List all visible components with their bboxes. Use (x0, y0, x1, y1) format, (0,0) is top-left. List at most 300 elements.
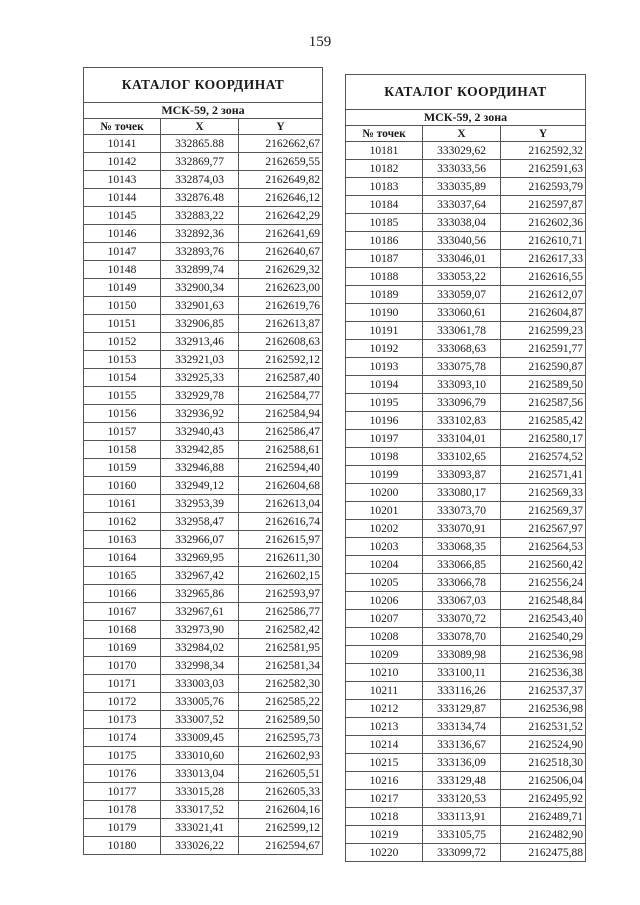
point-number-cell: 10220 (346, 844, 423, 862)
point-number-cell: 10210 (346, 664, 423, 682)
table-row (346, 304, 586, 322)
y-coordinate-cell: 2162605,33 (239, 783, 323, 801)
point-number-cell: 10215 (346, 754, 423, 772)
point-number-cell: 10184 (346, 196, 423, 214)
y-coordinate-cell: 2162592,32 (501, 142, 586, 160)
table-row (84, 549, 323, 567)
table-body (346, 142, 586, 862)
table-row (84, 819, 323, 837)
table-title: КАТАЛОГ КООРДИНАТ (84, 68, 323, 103)
point-number-cell: 10197 (346, 430, 423, 448)
point-number-cell: 10169 (84, 639, 161, 657)
y-coordinate-cell: 2162589,50 (501, 376, 586, 394)
table-row (84, 747, 323, 765)
x-coordinate-cell: 333068,35 (423, 538, 501, 556)
x-coordinate-cell: 333040,56 (423, 232, 501, 250)
x-coordinate-cell: 333070,91 (423, 520, 501, 538)
table-row (346, 160, 586, 178)
table-row (84, 495, 323, 513)
point-number-cell: 10146 (84, 225, 161, 243)
table-row (84, 243, 323, 261)
point-number-cell: 10192 (346, 340, 423, 358)
table-row (346, 754, 586, 772)
table-row (84, 477, 323, 495)
y-coordinate-cell: 2162536,98 (501, 700, 586, 718)
table-row (346, 250, 586, 268)
point-number-cell: 10152 (84, 333, 161, 351)
table-row (346, 196, 586, 214)
y-coordinate-cell: 2162602,15 (239, 567, 323, 585)
point-number-cell: 10177 (84, 783, 161, 801)
y-coordinate-cell: 2162593,79 (501, 178, 586, 196)
y-coordinate-cell: 2162586,77 (239, 603, 323, 621)
y-coordinate-cell: 2162574,52 (501, 448, 586, 466)
point-number-cell: 10196 (346, 412, 423, 430)
y-coordinate-cell: 2162595,73 (239, 729, 323, 747)
point-number-cell: 10174 (84, 729, 161, 747)
point-number-cell: 10187 (346, 250, 423, 268)
point-number-cell: 10201 (346, 502, 423, 520)
point-number-cell: 10181 (346, 142, 423, 160)
y-coordinate-cell: 2162599,12 (239, 819, 323, 837)
point-number-cell: 10172 (84, 693, 161, 711)
point-number-cell: 10144 (84, 189, 161, 207)
y-coordinate-cell: 2162623,00 (239, 279, 323, 297)
y-coordinate-cell: 2162590,87 (501, 358, 586, 376)
table-row (346, 286, 586, 304)
y-coordinate-cell: 2162602,36 (501, 214, 586, 232)
table-row (84, 189, 323, 207)
y-coordinate-cell: 2162611,30 (239, 549, 323, 567)
table-row (84, 153, 323, 171)
point-number-cell: 10190 (346, 304, 423, 322)
x-coordinate-cell: 333136,67 (423, 736, 501, 754)
x-coordinate-cell: 333104,01 (423, 430, 501, 448)
x-coordinate-cell: 333102,65 (423, 448, 501, 466)
y-coordinate-cell: 2162646,12 (239, 189, 323, 207)
point-number-cell: 10186 (346, 232, 423, 250)
x-coordinate-cell: 332973,90 (161, 621, 239, 639)
point-number-cell: 10156 (84, 405, 161, 423)
coordinate-table-right (345, 74, 586, 862)
point-number-cell: 10154 (84, 369, 161, 387)
table-row (346, 268, 586, 286)
y-coordinate-cell: 2162571,41 (501, 466, 586, 484)
point-number-cell: 10183 (346, 178, 423, 196)
y-coordinate-cell: 2162616,74 (239, 513, 323, 531)
x-coordinate-cell: 333116,26 (423, 682, 501, 700)
x-coordinate-cell: 332865.88 (161, 135, 239, 153)
point-number-cell: 10161 (84, 495, 161, 513)
table-row (346, 430, 586, 448)
y-coordinate-cell: 2162594,67 (239, 837, 323, 855)
x-coordinate-cell: 332936,92 (161, 405, 239, 423)
y-coordinate-cell: 2162580,17 (501, 430, 586, 448)
y-coordinate-cell: 2162556,24 (501, 574, 586, 592)
table-row (84, 207, 323, 225)
table-row (84, 837, 323, 855)
y-coordinate-cell: 2162518,30 (501, 754, 586, 772)
point-number-cell: 10171 (84, 675, 161, 693)
table-row (84, 135, 323, 153)
y-coordinate-cell: 2162586,47 (239, 423, 323, 441)
x-coordinate-cell: 332984,02 (161, 639, 239, 657)
column-header-y: Y (501, 126, 586, 142)
table-row (84, 783, 323, 801)
x-coordinate-cell: 333093,87 (423, 466, 501, 484)
x-coordinate-cell: 333053,22 (423, 268, 501, 286)
x-coordinate-cell: 333099,72 (423, 844, 501, 862)
y-coordinate-cell: 2162589,50 (239, 711, 323, 729)
point-number-cell: 10176 (84, 765, 161, 783)
y-coordinate-cell: 2162582,42 (239, 621, 323, 639)
table-row (346, 628, 586, 646)
x-coordinate-cell: 332883,22 (161, 207, 239, 225)
point-number-cell: 10211 (346, 682, 423, 700)
table-row (346, 322, 586, 340)
y-coordinate-cell: 2162642,29 (239, 207, 323, 225)
x-coordinate-cell: 332876.48 (161, 189, 239, 207)
y-coordinate-cell: 2162619,76 (239, 297, 323, 315)
point-number-cell: 10202 (346, 520, 423, 538)
y-coordinate-cell: 2162640,67 (239, 243, 323, 261)
table-row (346, 178, 586, 196)
x-coordinate-cell: 332929,78 (161, 387, 239, 405)
point-number-cell: 10145 (84, 207, 161, 225)
point-number-cell: 10213 (346, 718, 423, 736)
x-coordinate-cell: 333017,52 (161, 801, 239, 819)
table-row (346, 358, 586, 376)
x-coordinate-cell: 332966,07 (161, 531, 239, 549)
table-row (84, 315, 323, 333)
table-row (346, 556, 586, 574)
point-number-cell: 10157 (84, 423, 161, 441)
table-row (84, 711, 323, 729)
y-coordinate-cell: 2162560,42 (501, 556, 586, 574)
table-row (346, 844, 586, 862)
table-row (346, 718, 586, 736)
x-coordinate-cell: 332906,85 (161, 315, 239, 333)
y-coordinate-cell: 2162536,98 (501, 646, 586, 664)
x-coordinate-cell: 332901,63 (161, 297, 239, 315)
table-row (346, 646, 586, 664)
column-header-x: X (423, 126, 501, 142)
x-coordinate-cell: 332869,77 (161, 153, 239, 171)
point-number-cell: 10209 (346, 646, 423, 664)
point-number-cell: 10151 (84, 315, 161, 333)
x-coordinate-cell: 333026,22 (161, 837, 239, 855)
y-coordinate-cell: 2162536,38 (501, 664, 586, 682)
y-coordinate-cell: 2162593,97 (239, 585, 323, 603)
y-coordinate-cell: 2162604,68 (239, 477, 323, 495)
y-coordinate-cell: 2162495,92 (501, 790, 586, 808)
x-coordinate-cell: 333037,64 (423, 196, 501, 214)
x-coordinate-cell: 333021,41 (161, 819, 239, 837)
table-row (84, 423, 323, 441)
table-title: КАТАЛОГ КООРДИНАТ (346, 75, 586, 110)
table-row (346, 502, 586, 520)
x-coordinate-cell: 333120,53 (423, 790, 501, 808)
x-coordinate-cell: 333038,04 (423, 214, 501, 232)
table-row (346, 466, 586, 484)
x-coordinate-cell: 332967,42 (161, 567, 239, 585)
point-number-cell: 10153 (84, 351, 161, 369)
table-row (346, 412, 586, 430)
table-row (346, 790, 586, 808)
zone-label: МСК-59, 2 зона (84, 103, 323, 119)
y-coordinate-cell: 2162482,90 (501, 826, 586, 844)
column-header-y: Y (239, 119, 323, 135)
x-coordinate-cell: 333113,91 (423, 808, 501, 826)
y-coordinate-cell: 2162587,56 (501, 394, 586, 412)
y-coordinate-cell: 2162581,95 (239, 639, 323, 657)
x-coordinate-cell: 333003,03 (161, 675, 239, 693)
y-coordinate-cell: 2162582,30 (239, 675, 323, 693)
x-coordinate-cell: 333010,60 (161, 747, 239, 765)
point-number-cell: 10170 (84, 657, 161, 675)
point-number-cell: 10194 (346, 376, 423, 394)
zone-label: МСК-59, 2 зона (346, 110, 586, 126)
y-coordinate-cell: 2162524,90 (501, 736, 586, 754)
point-number-cell: 10159 (84, 459, 161, 477)
table-row (346, 232, 586, 250)
point-number-cell: 10155 (84, 387, 161, 405)
x-coordinate-cell: 333105,75 (423, 826, 501, 844)
x-coordinate-cell: 333068,63 (423, 340, 501, 358)
x-coordinate-cell: 333089,98 (423, 646, 501, 664)
point-number-cell: 10191 (346, 322, 423, 340)
y-coordinate-cell: 2162612,07 (501, 286, 586, 304)
table-row (84, 531, 323, 549)
y-coordinate-cell: 2162616,55 (501, 268, 586, 286)
x-coordinate-cell: 333007,52 (161, 711, 239, 729)
y-coordinate-cell: 2162475,88 (501, 844, 586, 862)
y-coordinate-cell: 2162585,22 (239, 693, 323, 711)
point-number-cell: 10218 (346, 808, 423, 826)
x-coordinate-cell: 332940,43 (161, 423, 239, 441)
y-coordinate-cell: 2162604,16 (239, 801, 323, 819)
x-coordinate-cell: 332921,03 (161, 351, 239, 369)
table-row (84, 657, 323, 675)
point-number-cell: 10185 (346, 214, 423, 232)
x-coordinate-cell: 333096,79 (423, 394, 501, 412)
table-row (346, 214, 586, 232)
y-coordinate-cell: 2162615,97 (239, 531, 323, 549)
point-number-cell: 10214 (346, 736, 423, 754)
point-number-cell: 10180 (84, 837, 161, 855)
x-coordinate-cell: 333066,85 (423, 556, 501, 574)
table-row (84, 171, 323, 189)
point-number-cell: 10150 (84, 297, 161, 315)
table-row (84, 441, 323, 459)
y-coordinate-cell: 2162659,55 (239, 153, 323, 171)
table-row (84, 621, 323, 639)
x-coordinate-cell: 333080,17 (423, 484, 501, 502)
point-number-cell: 10200 (346, 484, 423, 502)
x-coordinate-cell: 332874,03 (161, 171, 239, 189)
y-coordinate-cell: 2162489,71 (501, 808, 586, 826)
table-row (84, 333, 323, 351)
x-coordinate-cell: 332965,86 (161, 585, 239, 603)
point-number-cell: 10212 (346, 700, 423, 718)
point-number-cell: 10199 (346, 466, 423, 484)
table-row (84, 261, 323, 279)
point-number-cell: 10219 (346, 826, 423, 844)
y-coordinate-cell: 2162531,52 (501, 718, 586, 736)
y-coordinate-cell: 2162610,71 (501, 232, 586, 250)
point-number-cell: 10195 (346, 394, 423, 412)
y-coordinate-cell: 2162599,23 (501, 322, 586, 340)
y-coordinate-cell: 2162649,82 (239, 171, 323, 189)
point-number-cell: 10193 (346, 358, 423, 376)
table-row (84, 585, 323, 603)
point-number-cell: 10207 (346, 610, 423, 628)
y-coordinate-cell: 2162594,40 (239, 459, 323, 477)
table-row (346, 736, 586, 754)
x-coordinate-cell: 333129,48 (423, 772, 501, 790)
point-number-cell: 10164 (84, 549, 161, 567)
point-number-cell: 10206 (346, 592, 423, 610)
table-row (346, 592, 586, 610)
x-coordinate-cell: 333073,70 (423, 502, 501, 520)
x-coordinate-cell: 333070,72 (423, 610, 501, 628)
column-header-point-number: № точек (346, 126, 423, 142)
x-coordinate-cell: 332967,61 (161, 603, 239, 621)
table-row (84, 765, 323, 783)
point-number-cell: 10179 (84, 819, 161, 837)
table-row (84, 603, 323, 621)
y-coordinate-cell: 2162608,63 (239, 333, 323, 351)
point-number-cell: 10205 (346, 574, 423, 592)
table-body (84, 135, 323, 855)
y-coordinate-cell: 2162604,87 (501, 304, 586, 322)
y-coordinate-cell: 2162613,04 (239, 495, 323, 513)
x-coordinate-cell: 333129,87 (423, 700, 501, 718)
point-number-cell: 10178 (84, 801, 161, 819)
point-number-cell: 10147 (84, 243, 161, 261)
page-number: 159 (308, 34, 332, 50)
point-number-cell: 10162 (84, 513, 161, 531)
table-row (346, 574, 586, 592)
x-coordinate-cell: 333009,45 (161, 729, 239, 747)
x-coordinate-cell: 333067,03 (423, 592, 501, 610)
coordinate-table-left (83, 67, 323, 855)
table-row (84, 297, 323, 315)
x-coordinate-cell: 332949,12 (161, 477, 239, 495)
x-coordinate-cell: 333078,70 (423, 628, 501, 646)
x-coordinate-cell: 333136,09 (423, 754, 501, 772)
table-row (346, 610, 586, 628)
table-row (346, 484, 586, 502)
x-coordinate-cell: 332953,39 (161, 495, 239, 513)
x-coordinate-cell: 333035,89 (423, 178, 501, 196)
x-coordinate-cell: 333100,11 (423, 664, 501, 682)
point-number-cell: 10188 (346, 268, 423, 286)
y-coordinate-cell: 2162629,32 (239, 261, 323, 279)
x-coordinate-cell: 332998,34 (161, 657, 239, 675)
table-row (346, 826, 586, 844)
x-coordinate-cell: 332900,34 (161, 279, 239, 297)
x-coordinate-cell: 332913,46 (161, 333, 239, 351)
point-number-cell: 10142 (84, 153, 161, 171)
y-coordinate-cell: 2162613,87 (239, 315, 323, 333)
table-row (346, 142, 586, 160)
table-row (84, 567, 323, 585)
y-coordinate-cell: 2162540,29 (501, 628, 586, 646)
table-row (346, 664, 586, 682)
table-row (84, 729, 323, 747)
x-coordinate-cell: 333013,04 (161, 765, 239, 783)
table-row (84, 225, 323, 243)
x-coordinate-cell: 333046,01 (423, 250, 501, 268)
x-coordinate-cell: 333005,76 (161, 693, 239, 711)
table-row (84, 405, 323, 423)
y-coordinate-cell: 2162567,97 (501, 520, 586, 538)
y-coordinate-cell: 2162617,33 (501, 250, 586, 268)
column-header-x: X (161, 119, 239, 135)
x-coordinate-cell: 333066,78 (423, 574, 501, 592)
point-number-cell: 10160 (84, 477, 161, 495)
x-coordinate-cell: 332893,76 (161, 243, 239, 261)
y-coordinate-cell: 2162564,53 (501, 538, 586, 556)
x-coordinate-cell: 333015,28 (161, 783, 239, 801)
x-coordinate-cell: 332925,33 (161, 369, 239, 387)
y-coordinate-cell: 2162592,12 (239, 351, 323, 369)
y-coordinate-cell: 2162569,33 (501, 484, 586, 502)
table-row (346, 700, 586, 718)
y-coordinate-cell: 2162537,37 (501, 682, 586, 700)
y-coordinate-cell: 2162597,87 (501, 196, 586, 214)
x-coordinate-cell: 333061,78 (423, 322, 501, 340)
table-row (346, 682, 586, 700)
point-number-cell: 10165 (84, 567, 161, 585)
y-coordinate-cell: 2162591,63 (501, 160, 586, 178)
table-row (346, 538, 586, 556)
y-coordinate-cell: 2162584,94 (239, 405, 323, 423)
point-number-cell: 10141 (84, 135, 161, 153)
point-number-cell: 10189 (346, 286, 423, 304)
x-coordinate-cell: 333134,74 (423, 718, 501, 736)
x-coordinate-cell: 333093,10 (423, 376, 501, 394)
point-number-cell: 10168 (84, 621, 161, 639)
point-number-cell: 10149 (84, 279, 161, 297)
x-coordinate-cell: 333102,83 (423, 412, 501, 430)
table-row (84, 459, 323, 477)
table-row (346, 520, 586, 538)
y-coordinate-cell: 2162641,69 (239, 225, 323, 243)
y-coordinate-cell: 2162584,77 (239, 387, 323, 405)
point-number-cell: 10208 (346, 628, 423, 646)
y-coordinate-cell: 2162569,37 (501, 502, 586, 520)
table-row (84, 675, 323, 693)
y-coordinate-cell: 2162587,40 (239, 369, 323, 387)
point-number-cell: 10182 (346, 160, 423, 178)
point-number-cell: 10173 (84, 711, 161, 729)
table-row (346, 808, 586, 826)
x-coordinate-cell: 332946,88 (161, 459, 239, 477)
y-coordinate-cell: 2162548,84 (501, 592, 586, 610)
y-coordinate-cell: 2162591,77 (501, 340, 586, 358)
table-row (84, 639, 323, 657)
y-coordinate-cell: 2162602,93 (239, 747, 323, 765)
point-number-cell: 10166 (84, 585, 161, 603)
table-row (84, 801, 323, 819)
table-row (84, 351, 323, 369)
point-number-cell: 10198 (346, 448, 423, 466)
point-number-cell: 10175 (84, 747, 161, 765)
point-number-cell: 10148 (84, 261, 161, 279)
point-number-cell: 10158 (84, 441, 161, 459)
